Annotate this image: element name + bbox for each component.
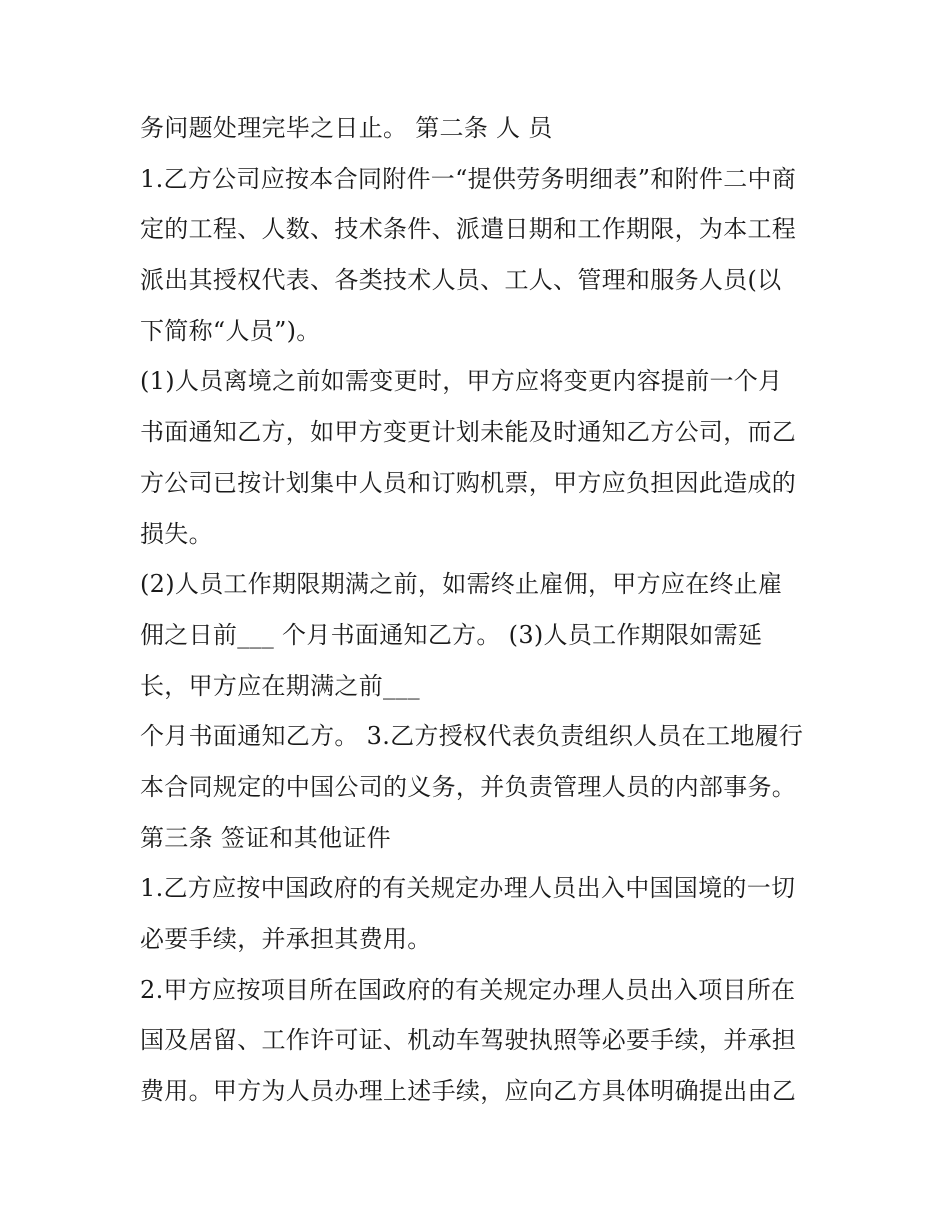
text-line: 损失。 xyxy=(140,519,213,548)
text-line: 个月书面通知乙方。 3.乙方授权代表负责组织人员在工地履行 xyxy=(140,722,804,751)
text-line: 1.乙方应按中国政府的有关规定办理人员出入中国国境的一切 xyxy=(140,874,796,903)
text-line: 第三条 签证和其他证件 xyxy=(140,823,391,852)
text-line: 本合同规定的中国公司的义务，并负责管理人员的内部事务。 xyxy=(140,772,797,801)
text-line: 必要手续，并承担其费用。 xyxy=(140,925,432,953)
text-line: 长，甲方应在期满之前___ xyxy=(140,671,420,700)
text-line: 2.甲方应按项目所在国政府的有关规定办理人员出入项目所在 xyxy=(140,975,796,1004)
document-body xyxy=(140,108,830,1122)
text-line: 方公司已按计划集中人员和订购机票，甲方应负担因此造成的 xyxy=(140,468,797,497)
text-line: 务问题处理完毕之日止。 第二条 人 员 xyxy=(140,114,553,142)
text-line: (2)人员工作期限期满之前，如需终止雇佣，甲方应在终止雇 xyxy=(140,570,783,599)
text-line: 书面通知乙方，如甲方变更计划未能及时通知乙方公司，而乙 xyxy=(140,418,797,447)
text-line: 派出其授权代表、各类技术人员、工人、管理和服务人员(以 xyxy=(140,266,782,295)
text-line: (1)人员离境之前如需变更时，甲方应将变更内容提前一个月 xyxy=(140,367,783,396)
text-line: 下简称“人员”)。 xyxy=(140,316,321,345)
text-line: 佣之日前___ 个月书面通知乙方。 (3)人员工作期限如需延 xyxy=(140,620,763,649)
text-line: 定的工程、人数、技术条件、派遣日期和工作期限，为本工程 xyxy=(140,215,797,244)
text-line: 国及居留、工作许可证、机动车驾驶执照等必要手续，并承担 xyxy=(140,1026,797,1055)
text-line: 1.乙方公司应按本合同附件一“提供劳务明细表”和附件二中商 xyxy=(140,164,797,193)
text-line: 费用。甲方为人员办理上述手续，应向乙方具体明确提出由乙 xyxy=(140,1077,797,1106)
